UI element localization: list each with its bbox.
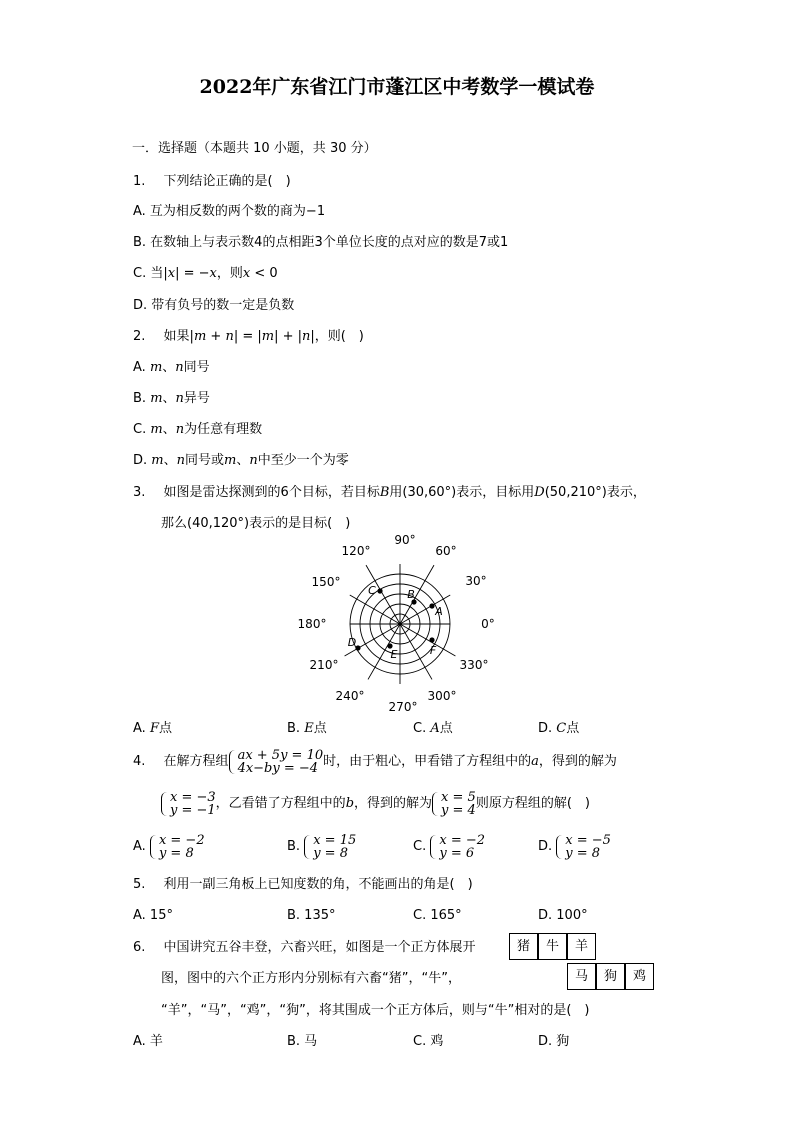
radar-angle-label: 210° (309, 658, 339, 672)
stem-text: 用(30,60°)表示，目标用 (389, 485, 535, 500)
question-number: 2. (133, 329, 146, 344)
stem-text: 时，由于粗心，甲看错了方程组中的 (323, 754, 532, 769)
radar-angle-label: 270° (388, 700, 418, 714)
radar-angle-label: 240° (335, 689, 365, 703)
option-label: B. (287, 721, 305, 736)
math-var: F (149, 721, 159, 736)
q4-option-b (287, 831, 356, 863)
radar-target-label: A (435, 605, 443, 618)
question-6-line2: 图，图中的六个正方形内分别标有六畜“猪”，“牛”， (161, 971, 461, 986)
math-var: a (531, 754, 539, 769)
radar-angle-label: 300° (427, 689, 457, 703)
stem-text: | + | (274, 329, 302, 344)
option-label: A. (133, 721, 150, 736)
q6-option-b: B. 马 (287, 1034, 318, 1049)
radar-angle-label: 150° (311, 575, 341, 589)
equation-line: x = −2 (158, 832, 205, 848)
radar-target-dot (429, 637, 434, 642)
q5-option-a: A. 15° (133, 908, 173, 923)
net-cell: 狗 (596, 963, 625, 990)
option-label: D. (538, 721, 557, 736)
equation-line: y = 4 (441, 802, 476, 818)
math-var: n (175, 422, 185, 437)
option-label: C. (133, 422, 151, 437)
option-text: 同号或 (185, 453, 225, 468)
q5-option-b: B. 135° (287, 908, 336, 923)
equation-line: y = 8 (565, 845, 601, 861)
question-stem (164, 329, 364, 344)
net-cell: 猪 (509, 933, 538, 960)
q3-option-a (133, 721, 172, 737)
equation-line: y = 6 (439, 845, 475, 861)
math-var: C (556, 721, 567, 736)
option-text: 、 (162, 391, 176, 406)
equation-system (229, 749, 324, 775)
q1-option-d: D. 带有负号的数一定是负数 (133, 298, 295, 313)
option-text: 点 (313, 721, 327, 736)
equation-line: y = −1 (170, 802, 216, 818)
option-text: 中至少一个为零 (257, 453, 349, 468)
question-stem: 中国讲究五谷丰登，六畜兴旺，如图是一个正方体展开 (163, 940, 476, 955)
equation-system (556, 834, 611, 860)
question-number: 4. (133, 754, 146, 769)
equation-system (432, 791, 476, 817)
math-var: m (150, 422, 163, 437)
stem-text: + (206, 329, 226, 344)
question-5 (133, 877, 473, 893)
option-text: ，则 (216, 266, 243, 281)
math-var: n (175, 391, 184, 406)
q1-option-c (133, 266, 278, 282)
option-text: C. 当| (133, 266, 168, 281)
option-text: 点 (158, 721, 172, 736)
math-var: A (430, 721, 440, 736)
q2-option-d (133, 453, 349, 469)
equation-system (161, 791, 216, 817)
option-text: 点 (566, 721, 580, 736)
option-label: B. (133, 391, 151, 406)
radar-target-dot (429, 603, 434, 608)
stem-text: ，乙看错了方程组中的 (215, 796, 346, 811)
radar-angle-label: 90° (394, 533, 416, 547)
q5-option-d: D. 100° (538, 908, 588, 923)
option-label: A. (133, 839, 146, 854)
q2-option-c (133, 422, 262, 438)
equation-line: y = 8 (158, 845, 194, 861)
question-number: 5. (133, 877, 146, 892)
net-cell: 马 (567, 963, 596, 990)
option-text: 异号 (183, 391, 210, 406)
option-text: 、 (162, 422, 176, 437)
stem-text: 在解方程组 (163, 754, 229, 769)
equation-system (304, 834, 356, 860)
q2-option-a (133, 360, 210, 376)
radar-target-label: F (429, 644, 437, 657)
math-var: m (261, 329, 275, 344)
question-3-line2: 那么(40,120°)表示的是目标( ) (161, 516, 351, 531)
q1-option-b: B. 在数轴上与表示数4的点相距3个单位长度的点对应的数是7或1 (133, 235, 509, 250)
equation-line: x = −2 (439, 832, 486, 848)
stem-text: 如果| (163, 329, 194, 344)
q4-option-a (133, 831, 205, 863)
q2-option-b (133, 391, 210, 407)
radar-target-dot (377, 588, 382, 593)
net-cell: 牛 (538, 933, 567, 960)
equation-line: ax + 5y = 10 (237, 747, 324, 763)
stem-text: |，则( ) (310, 329, 364, 344)
math-var: n (301, 329, 311, 344)
question-2 (133, 329, 364, 345)
q1-option-a: A. 互为相反数的两个数的商为−1 (133, 204, 326, 219)
option-label: B. (287, 839, 301, 854)
equation-system (150, 834, 205, 860)
option-text: 、 (163, 453, 177, 468)
radar-angle-label: 180° (297, 617, 327, 631)
math-var: x (167, 266, 176, 281)
q4-option-d (538, 831, 611, 863)
math-var: b (345, 796, 355, 811)
net-cell: 羊 (567, 933, 596, 960)
q3-option-c (413, 721, 453, 737)
radar-angle-label: 0° (481, 617, 495, 631)
q5-option-c: C. 165° (413, 908, 462, 923)
option-text: 点 (439, 721, 453, 736)
option-text: | = − (175, 266, 210, 281)
question-number: 1. (133, 174, 146, 189)
q6-option-c: C. 鸡 (413, 1034, 444, 1049)
option-text: 、 (236, 453, 250, 468)
option-label: C. (413, 839, 427, 854)
math-var: n (249, 453, 258, 468)
question-stem: 下列结论正确的是( ) (163, 174, 291, 189)
option-text: 同号 (183, 360, 210, 375)
radar-angle-label: 120° (341, 544, 371, 558)
math-var: m (193, 329, 207, 344)
radar-target-label: B (407, 588, 415, 601)
option-label: A. (133, 360, 150, 375)
radar-target-label: C (368, 584, 376, 597)
question-4 (133, 746, 617, 778)
question-4-line2 (161, 788, 590, 820)
math-var: x (242, 266, 251, 281)
question-6 (133, 940, 476, 956)
radar-target-label: D (347, 636, 357, 649)
net-cell: 鸡 (625, 963, 654, 990)
radar-figure (290, 530, 510, 720)
q6-option-a: A. 羊 (133, 1034, 163, 1049)
math-var: D (534, 485, 545, 500)
question-3 (133, 485, 646, 501)
math-var: m (150, 391, 163, 406)
question-stem: 利用一副三角板上已知度数的角，不能画出的角是( ) (163, 877, 473, 892)
stem-text: 如图是雷达探测到的6个目标，若目标 (163, 485, 380, 500)
option-label: D. (538, 839, 553, 854)
math-var: E (304, 721, 314, 736)
equation-line: x = 5 (441, 789, 476, 805)
math-var: n (176, 453, 185, 468)
radar-target-label: E (390, 648, 398, 661)
q3-option-b (287, 721, 327, 737)
math-var: m (224, 453, 237, 468)
option-label: D. (133, 453, 152, 468)
question-number: 3. (133, 485, 146, 500)
stem-text: ，得到的解为 (538, 754, 617, 769)
math-var: n (175, 360, 184, 375)
stem-text: ，得到的解为 (354, 796, 433, 811)
page-title: 2022年广东省江门市蓬江区中考数学一模试卷 (199, 76, 595, 98)
stem-text: (50,210°)表示， (544, 485, 646, 500)
equation-line: x = −5 (565, 832, 611, 848)
equation-line: y = 8 (313, 845, 348, 861)
radar-angle-label: 330° (459, 658, 489, 672)
q3-option-d (538, 721, 579, 737)
math-var: x (209, 266, 217, 281)
option-text: < 0 (250, 266, 278, 281)
math-var: m (149, 360, 163, 375)
equation-line: x = 15 (313, 832, 357, 848)
question-1 (133, 174, 291, 190)
math-var: n (225, 329, 234, 344)
radar-angle-label: 60° (435, 544, 457, 558)
radar-angle-label: 30° (465, 574, 487, 588)
section-heading: 一．选择题（本题共 10 小题，共 30 分） (132, 141, 377, 156)
radar-ray (350, 595, 400, 624)
math-var: m (151, 453, 164, 468)
question-stem (164, 485, 646, 500)
equation-line: x = −3 (170, 789, 216, 805)
question-number: 6. (133, 940, 146, 955)
option-text: 、 (162, 360, 176, 375)
stem-text: 则原方程组的解( ) (475, 796, 590, 811)
q6-option-d: D. 狗 (538, 1034, 570, 1049)
equation-system (430, 834, 485, 860)
q4-option-c (413, 831, 485, 863)
math-var: B (379, 485, 390, 500)
stem-text: | = | (233, 329, 262, 344)
equation-line: 4x−by = −4 (237, 760, 319, 776)
question-6-line3: “羊”，“马”，“鸡”，“狗”，将其围成一个正方体后，则与“牛”相对的是( ) (161, 1003, 590, 1018)
option-label: C. (413, 721, 431, 736)
option-text: 为任意有理数 (184, 422, 263, 437)
